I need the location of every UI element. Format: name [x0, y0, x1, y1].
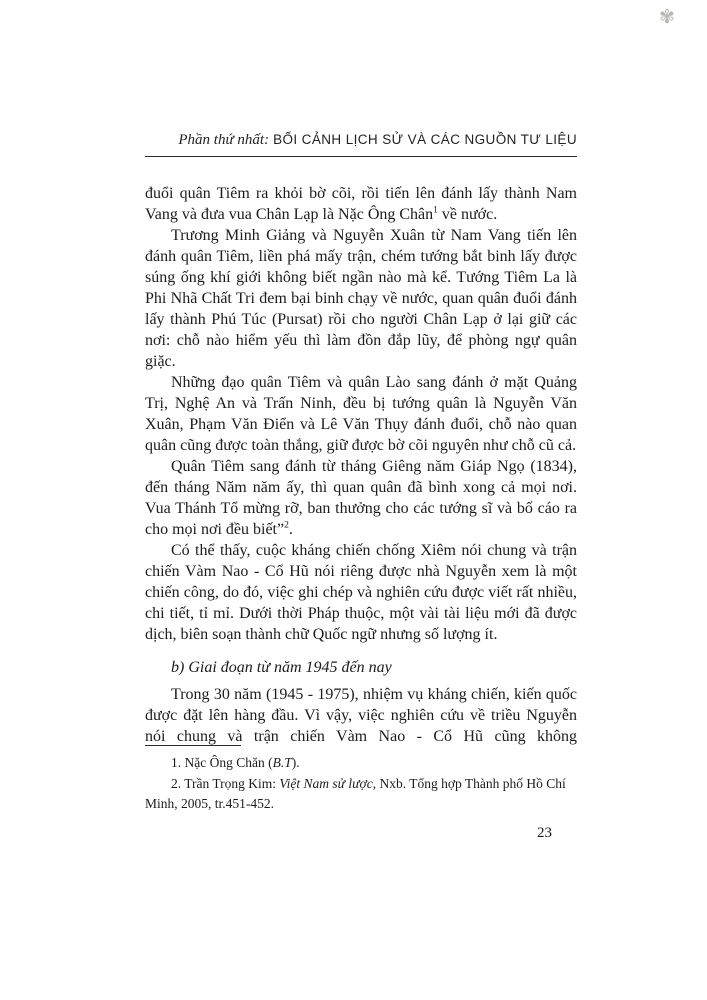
paragraph-text: về nước. [437, 206, 498, 223]
paragraph-text: đuổi quân Tiêm ra khỏi bờ cõi, rồi tiến lên đánh lấy thành Nam Vang và đưa vua Chân Lạp là Nặc Ông Chân [145, 185, 577, 223]
footnote-separator-rule [145, 745, 241, 746]
footnote [145, 753, 577, 774]
footnote-text: , Nxb. Tổng hợp Thành phố Hồ Chí Minh, 2005, tr.451-452. [145, 775, 566, 811]
footnote-reference: 2 [284, 520, 289, 531]
body-text [145, 183, 577, 747]
subsection-heading: b) Giai đoạn từ năm 1945 đến nay [171, 659, 392, 676]
body-paragraph: Trong 30 năm (1945 - 1975), nhiệm vụ kháng chiến, kiến quốc được đặt lên hàng đầu. Vì vậy, việc nghiên cứu về triều Nguyễn nói chung và trận chiến Vàm Nao - Cổ Hũ cũng không [145, 686, 577, 745]
footnote-reference: 1 [433, 205, 438, 216]
footnote [145, 774, 577, 815]
footnote-text: ). [291, 755, 300, 770]
footnote-italic: B.T [272, 755, 292, 770]
footnotes-section [145, 745, 577, 815]
running-header-title: BỐI CẢNH LỊCH SỬ VÀ CÁC NGUỒN TƯ LIỆU [273, 132, 577, 147]
footnote-text: 2. Trần Trọng Kim: [171, 775, 280, 791]
paragraph-text: . [288, 521, 293, 538]
florette-ornament-icon: ✾ [659, 6, 675, 28]
running-header [145, 131, 577, 157]
body-paragraph [145, 183, 577, 225]
body-paragraph: Trương Minh Giảng và Nguyễn Xuân từ Nam Vang tiến lên đánh quân Tiêm, liền phá mấy trận, chém tướng bắt binh lấy được súng ống khí giới không biết ngần nào mà kể. Tướng Tiêm La là Phi Nhã Chất Tri đem bại binh chạy về nước, quan quân đuổi đánh lấy thành Phú Túc (Pursat) rồi cho người Chân Lạp ở lại giữ các nơi: chỗ nào hiểm yếu thì làm đồn đắp lũy, để phòng ngự quân giặc. [145, 227, 577, 370]
footnote-italic: Việt Nam sử lược [279, 775, 373, 791]
running-header-section: Phần thứ nhất: [178, 132, 270, 148]
page-number: 23 [537, 825, 552, 841]
body-paragraph [145, 456, 577, 540]
body-paragraph: Có thể thấy, cuộc kháng chiến chống Xiêm nói chung và trận chiến Vàm Nao - Cổ Hũ nói riêng được nhà Nguyễn xem là một chiến công, do đó, việc ghi chép và nghiên cứu được viết rất nhiều, chi tiết, tỉ mỉ. Dưới thời Pháp thuộc, một vài tài liệu mới đã được dịch, biên soạn thành chữ Quốc ngữ nhưng số lượng ít. [145, 542, 577, 643]
paragraph-text: Quân Tiêm sang đánh từ tháng Giêng năm Giáp Ngọ (1834), đến tháng Năm năm ấy, thì quan quân đã bình xong cả mọi nơi. Vua Thánh Tổ mừng rỡ, ban thưởng cho các tướng sĩ và bố cáo ra cho mọi nơi đều biết” [145, 458, 577, 538]
body-paragraph: Những đạo quân Tiêm và quân Lào sang đánh ở mặt Quảng Trị, Nghệ An và Trấn Ninh, đều bị tướng quân là Nguyễn Văn Xuân, Phạm Văn Điển và Lê Văn Thụy đánh đuổi, chỗ nào quan quân cũng được toàn thắng, giữ được bờ cõi nguyên như chỗ cũ cả. [145, 374, 577, 454]
footnote-text: 1. Nặc Ông Chăn ( [171, 755, 273, 770]
